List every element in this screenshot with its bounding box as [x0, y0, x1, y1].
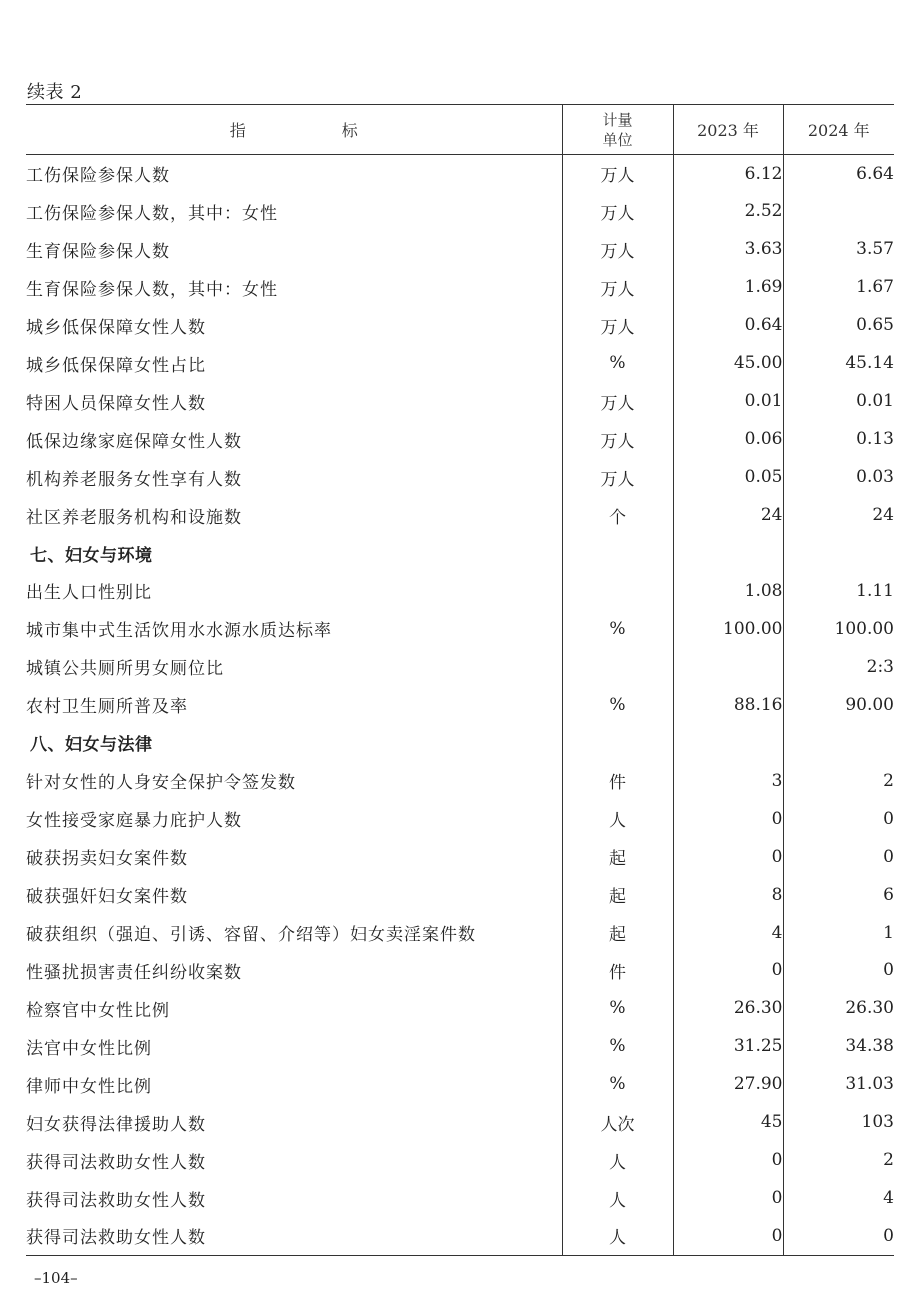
unit-cell: 个: [562, 496, 673, 534]
value-2023-cell: [673, 648, 783, 686]
value-2023-cell: [673, 534, 783, 572]
table-row: [26, 306, 894, 344]
table-row: [26, 1179, 894, 1217]
table-row: [26, 762, 894, 800]
section-heading-row: [26, 724, 894, 762]
header-indicator-char-2: 标: [341, 121, 358, 140]
value-2024-cell: 34.38: [783, 1027, 894, 1065]
table-row: [26, 800, 894, 838]
value-2024-cell: 31.03: [783, 1065, 894, 1103]
indicator-cell: 破获拐卖妇女案件数: [26, 849, 188, 870]
unit-cell: 万人: [562, 458, 673, 496]
unit-cell: 人: [562, 800, 673, 838]
unit-cell: 件: [562, 762, 673, 800]
value-2023-cell: 0.06: [673, 420, 783, 458]
unit-cell: %: [562, 686, 673, 724]
value-2023-cell: 0: [673, 800, 783, 838]
value-2023-cell: 2.52: [673, 192, 783, 230]
indicator-cell: 律师中女性比例: [26, 1076, 152, 1097]
value-2024-cell: 1.67: [783, 268, 894, 306]
header-indicator: [26, 105, 562, 155]
header-indicator-char-1: 指: [229, 121, 246, 140]
indicator-cell: 城市集中式生活饮用水水源水质达标率: [26, 621, 332, 642]
indicator-cell: 农村卫生厕所普及率: [26, 697, 188, 718]
unit-cell: %: [562, 1065, 673, 1103]
value-2023-cell: 45: [673, 1103, 783, 1141]
header-unit-line-1: 计量: [602, 110, 633, 129]
table-row: [26, 420, 894, 458]
value-2023-cell: 3.63: [673, 230, 783, 268]
value-2024-cell: 103: [783, 1103, 894, 1141]
unit-cell: 人: [562, 1141, 673, 1179]
value-2024-cell: [783, 192, 894, 230]
value-2023-cell: 0.05: [673, 458, 783, 496]
indicator-cell: 低保边缘家庭保障女性人数: [26, 431, 242, 452]
value-2023-cell: 0.01: [673, 382, 783, 420]
indicator-cell: 针对女性的人身安全保护令签发数: [26, 773, 296, 794]
value-2024-cell: 0.01: [783, 382, 894, 420]
table-row: [26, 686, 894, 724]
value-2023-cell: 4: [673, 914, 783, 952]
indicator-cell: 获得司法救助女性人数: [26, 1217, 562, 1255]
value-2023-cell: 6.12: [673, 155, 783, 193]
unit-cell: 件: [562, 952, 673, 990]
value-2023-cell: 1.69: [673, 268, 783, 306]
value-2023-cell: 0.64: [673, 306, 783, 344]
value-2023-cell: 88.16: [673, 686, 783, 724]
value-2023-cell: 24: [673, 496, 783, 534]
unit-cell: 人: [562, 1179, 673, 1217]
value-2024-cell: 24: [783, 496, 894, 534]
table-row: [26, 1103, 894, 1141]
table-row: [26, 268, 894, 306]
value-2023-cell: 8: [673, 876, 783, 914]
indicator-cell: 工伤保险参保人数: [26, 166, 170, 187]
indicator-cell: 获得司法救助女性人数: [26, 1152, 206, 1173]
indicator-cell: 检察官中女性比例: [26, 1000, 170, 1021]
value-2023-cell: 45.00: [673, 344, 783, 382]
value-2024-cell: 0: [783, 1217, 894, 1255]
value-2024-cell: 45.14: [783, 344, 894, 382]
unit-cell: 万人: [562, 192, 673, 230]
table-row: [26, 1065, 894, 1103]
unit-cell: %: [562, 610, 673, 648]
unit-cell: 万人: [562, 230, 673, 268]
value-2024-cell: 0: [783, 800, 894, 838]
value-2024-cell: [783, 534, 894, 572]
indicator-cell: 城乡低保保障女性占比: [26, 355, 206, 376]
indicator-cell: 破获组织（强迫、引诱、容留、介绍等）妇女卖淫案件数: [26, 925, 476, 946]
unit-cell: 起: [562, 876, 673, 914]
value-2024-cell: 2: [783, 1141, 894, 1179]
table-row: [26, 230, 894, 268]
unit-cell: 万人: [562, 420, 673, 458]
unit-cell: 起: [562, 914, 673, 952]
header-unit: [562, 105, 673, 155]
value-2024-cell: 26.30: [783, 989, 894, 1027]
value-2023-cell: [673, 724, 783, 762]
value-2024-cell: 0.13: [783, 420, 894, 458]
table-row: [26, 344, 894, 382]
indicator-cell: 法官中女性比例: [26, 1038, 152, 1059]
value-2024-cell: 0: [783, 952, 894, 990]
value-2024-cell: 4: [783, 1179, 894, 1217]
value-2024-cell: 0.65: [783, 306, 894, 344]
value-2023-cell: 1.08: [673, 572, 783, 610]
table-row: [26, 192, 894, 230]
table-body: [26, 155, 894, 1256]
indicator-cell: 社区养老服务机构和设施数: [26, 507, 242, 528]
table-row: [26, 155, 894, 193]
value-2024-cell: [783, 724, 894, 762]
table-row: [26, 952, 894, 990]
indicator-cell: 城镇公共厕所男女厕位比: [26, 659, 224, 680]
unit-cell: %: [562, 344, 673, 382]
unit-cell: 万人: [562, 306, 673, 344]
table-row: [26, 1217, 894, 1255]
table-row: [26, 572, 894, 610]
unit-cell: %: [562, 989, 673, 1027]
value-2024-cell: 100.00: [783, 610, 894, 648]
header-unit-line-2: 单位: [602, 130, 633, 149]
unit-cell: 万人: [562, 268, 673, 306]
value-2023-cell: 0: [673, 952, 783, 990]
value-2024-cell: 2:3: [783, 648, 894, 686]
value-2023-cell: 27.90: [673, 1065, 783, 1103]
unit-cell: [562, 648, 673, 686]
indicator-cell: 生育保险参保人数，其中：女性: [26, 279, 278, 300]
value-2023-cell: 3: [673, 762, 783, 800]
value-2024-cell: 0: [783, 838, 894, 876]
table-row: [26, 876, 894, 914]
table-row: [26, 989, 894, 1027]
unit-cell: [562, 534, 673, 572]
section-heading-row: [26, 534, 894, 572]
table-row: [26, 648, 894, 686]
unit-cell: [562, 724, 673, 762]
header-year-2024: 2024 年: [783, 105, 894, 155]
indicator-cell: 性骚扰损害责任纠纷收案数: [26, 962, 242, 983]
indicator-cell: 工伤保险参保人数，其中：女性: [26, 203, 278, 224]
table-row: [26, 1141, 894, 1179]
indicator-cell: 机构养老服务女性享有人数: [26, 469, 242, 490]
table-row: [26, 1027, 894, 1065]
value-2023-cell: 0: [673, 1217, 783, 1255]
table-row: [26, 914, 894, 952]
table-caption: 续表 2: [27, 82, 83, 103]
value-2024-cell: 1.11: [783, 572, 894, 610]
value-2024-cell: 6.64: [783, 155, 894, 193]
unit-cell: 万人: [562, 155, 673, 193]
value-2023-cell: 31.25: [673, 1027, 783, 1065]
value-2024-cell: 1: [783, 914, 894, 952]
indicator-cell: 破获强奸妇女案件数: [26, 887, 188, 908]
indicator-cell: 城乡低保保障女性人数: [26, 317, 206, 338]
table-row: [26, 496, 894, 534]
table-row: [26, 458, 894, 496]
value-2023-cell: 0: [673, 1179, 783, 1217]
unit-cell: 人: [562, 1217, 673, 1255]
indicator-cell: 获得司法救助女性人数: [26, 1190, 206, 1211]
unit-cell: 万人: [562, 382, 673, 420]
value-2023-cell: 26.30: [673, 989, 783, 1027]
indicator-cell: 出生人口性别比: [26, 583, 152, 604]
indicator-cell: 八、妇女与法律: [30, 735, 153, 756]
statistics-table: [26, 104, 894, 1256]
indicator-cell: 七、妇女与环境: [30, 545, 153, 566]
indicator-cell: 特困人员保障女性人数: [26, 393, 206, 414]
indicator-cell: 女性接受家庭暴力庇护人数: [26, 811, 242, 832]
unit-cell: [562, 572, 673, 610]
table-row: [26, 382, 894, 420]
value-2024-cell: 90.00: [783, 686, 894, 724]
value-2024-cell: 2: [783, 762, 894, 800]
indicator-cell: 生育保险参保人数: [26, 241, 170, 262]
header-year-2023: 2023 年: [673, 105, 783, 155]
value-2024-cell: 6: [783, 876, 894, 914]
table-row: [26, 610, 894, 648]
table-header-row: [26, 105, 894, 155]
unit-cell: 起: [562, 838, 673, 876]
value-2023-cell: 100.00: [673, 610, 783, 648]
indicator-cell: 妇女获得法律援助人数: [26, 1114, 206, 1135]
page-number: –104–: [34, 1269, 78, 1287]
table-row: [26, 838, 894, 876]
value-2023-cell: 0: [673, 838, 783, 876]
value-2024-cell: 0.03: [783, 458, 894, 496]
value-2024-cell: 3.57: [783, 230, 894, 268]
value-2023-cell: 0: [673, 1141, 783, 1179]
unit-cell: %: [562, 1027, 673, 1065]
unit-cell: 人次: [562, 1103, 673, 1141]
